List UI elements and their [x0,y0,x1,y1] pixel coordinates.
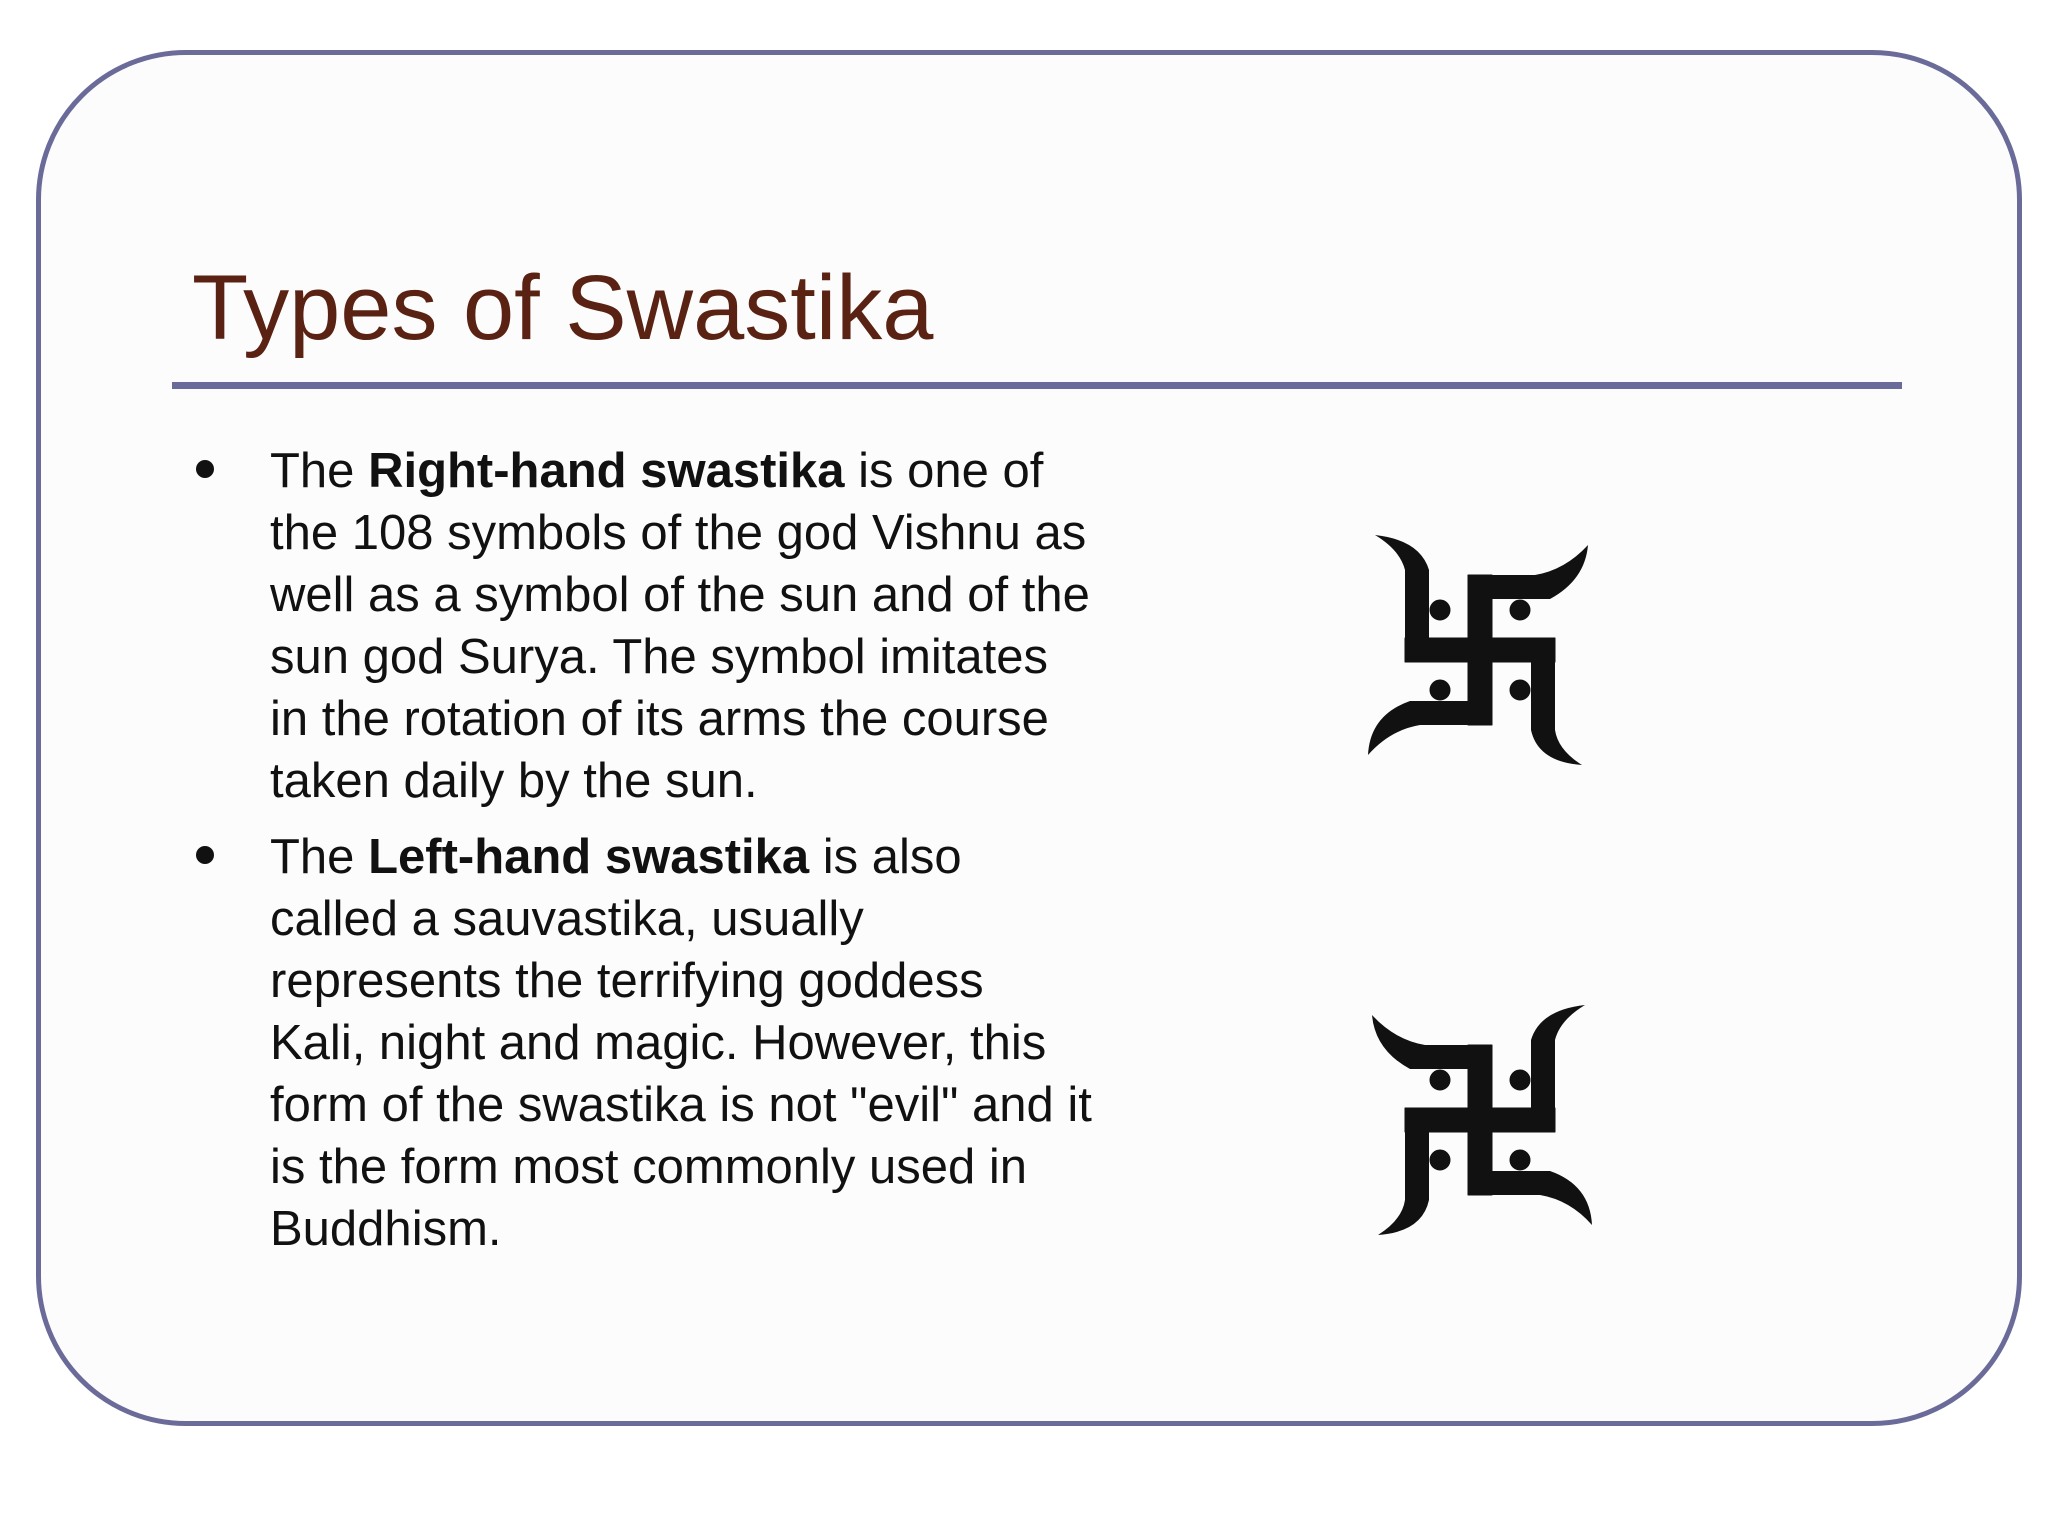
bullet-text-post: is also called a sauvastika, usually represents the terrifying goddess Kali, night and magic. However, this form of the swastika is not "evil" and it is the form most commonly used in Buddhism. [270,830,1092,1256]
bullet-list [192,440,1092,1274]
bullet-text [270,830,1092,1256]
right-hand-swastika-icon [1360,530,1600,770]
bullet-text-bold: Right-hand swastika [368,444,845,498]
bullet-text-pre: The [270,830,369,884]
title-divider [172,382,1902,389]
bullet-text [270,444,1090,808]
bullet-item-right-hand [192,440,1092,812]
bullet-text-bold: Left-hand swastika [368,830,810,884]
bullet-text-post: is one of the 108 symbols of the god Vishnu as well as a symbol of the sun and of the sun god Surya. The symbol imitates in the rotation of its arms the course taken daily by the sun. [270,444,1090,808]
bullet-text-pre: The [270,444,369,498]
bullet-item-left-hand [192,826,1092,1260]
slide-title: Types of Swastika [192,257,934,359]
left-hand-swastika-icon [1360,1000,1600,1240]
bullet-dot-icon [196,460,214,478]
bullet-dot-icon [196,846,214,864]
